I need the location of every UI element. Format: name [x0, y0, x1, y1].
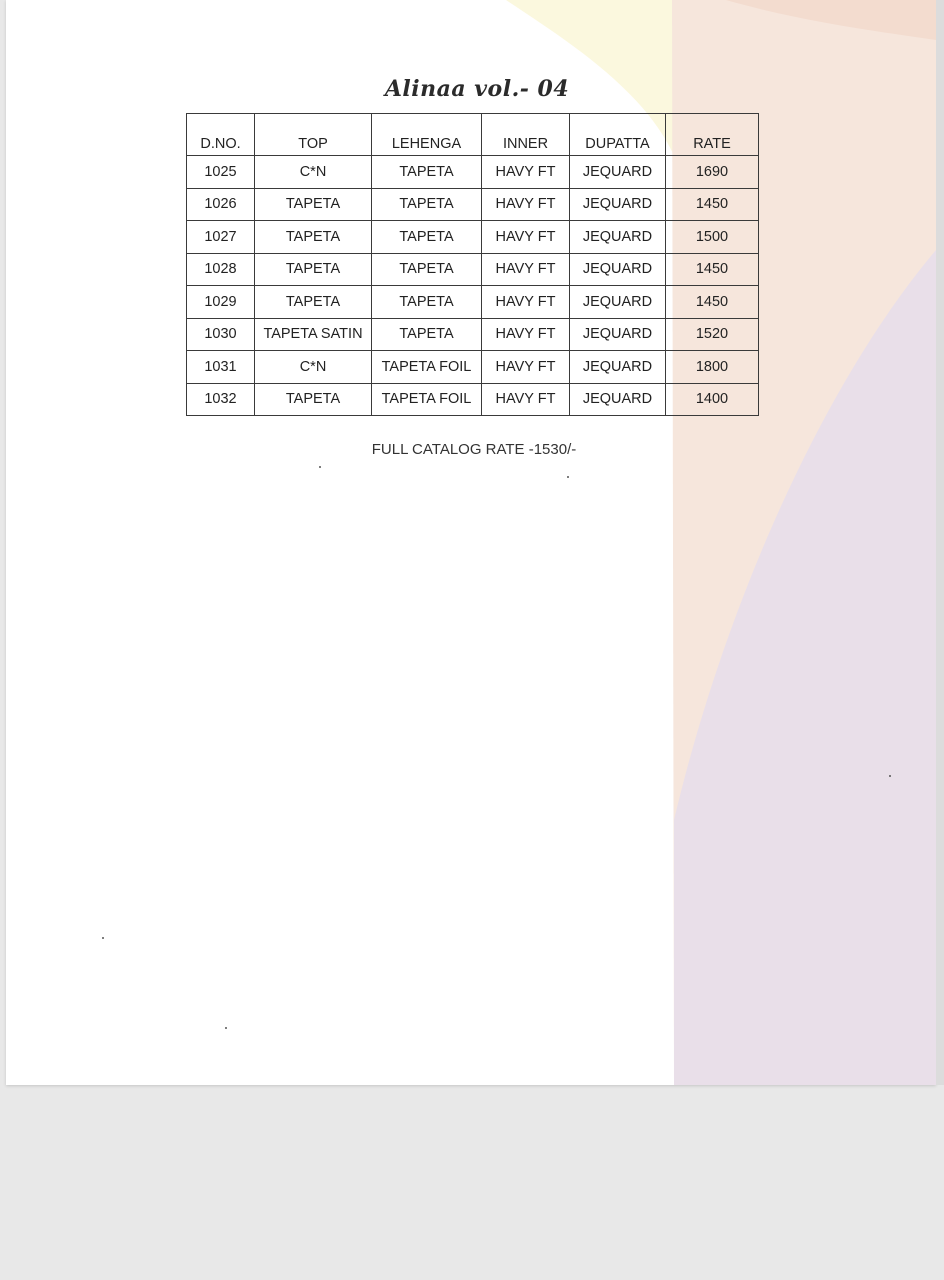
table-row [187, 351, 759, 384]
cell-inner: HAVY FT [482, 221, 570, 254]
cell-top: TAPETA [255, 253, 372, 286]
table-row [187, 221, 759, 254]
cell-dno: 1032 [187, 383, 255, 416]
paper-speck [567, 476, 569, 478]
cell-lehenga: TAPETA [372, 156, 482, 189]
cell-dupatta: JEQUARD [570, 253, 666, 286]
cell-inner: HAVY FT [482, 188, 570, 221]
cell-rate: 1450 [666, 253, 759, 286]
cell-inner: HAVY FT [482, 253, 570, 286]
table-row [187, 156, 759, 189]
cell-top: TAPETA [255, 188, 372, 221]
paper-speck [225, 1027, 227, 1029]
table-row [187, 253, 759, 286]
table-row [187, 188, 759, 221]
cell-lehenga: TAPETA [372, 188, 482, 221]
cell-lehenga: TAPETA [372, 253, 482, 286]
table-header-row [187, 114, 759, 156]
cell-dupatta: JEQUARD [570, 156, 666, 189]
cell-lehenga: TAPETA FOIL [372, 383, 482, 416]
cell-dupatta: JEQUARD [570, 383, 666, 416]
cell-dno: 1026 [187, 188, 255, 221]
cell-dupatta: JEQUARD [570, 188, 666, 221]
cell-inner: HAVY FT [482, 318, 570, 351]
cell-rate: 1690 [666, 156, 759, 189]
cell-dno: 1030 [187, 318, 255, 351]
header-inner: INNER [482, 114, 570, 156]
rate-table [186, 113, 759, 416]
cell-top: TAPETA [255, 221, 372, 254]
cell-lehenga: TAPETA [372, 221, 482, 254]
cell-dno: 1028 [187, 253, 255, 286]
cell-lehenga: TAPETA [372, 286, 482, 319]
cell-rate: 1450 [666, 188, 759, 221]
table-row [187, 286, 759, 319]
catalog-rate-note: FULL CATALOG RATE -1530/- [371, 441, 577, 458]
cell-dupatta: JEQUARD [570, 286, 666, 319]
cell-rate: 1500 [666, 221, 759, 254]
cell-dupatta: JEQUARD [570, 351, 666, 384]
cell-rate: 1800 [666, 351, 759, 384]
cell-rate: 1450 [666, 286, 759, 319]
header-top: TOP [255, 114, 372, 156]
cell-inner: HAVY FT [482, 156, 570, 189]
cell-rate: 1400 [666, 383, 759, 416]
paper-speck [319, 466, 321, 468]
cell-dno: 1029 [187, 286, 255, 319]
header-lehenga: LEHENGA [372, 114, 482, 156]
table-row [187, 383, 759, 416]
cell-dupatta: JEQUARD [570, 221, 666, 254]
paper-speck [889, 775, 891, 777]
cell-inner: HAVY FT [482, 383, 570, 416]
cell-top: TAPETA SATIN [255, 318, 372, 351]
cell-top: TAPETA [255, 286, 372, 319]
cell-inner: HAVY FT [482, 286, 570, 319]
cell-top: TAPETA [255, 383, 372, 416]
cell-top: C*N [255, 156, 372, 189]
cell-lehenga: TAPETA [372, 318, 482, 351]
cell-top: C*N [255, 351, 372, 384]
table-row [187, 318, 759, 351]
cell-dno: 1025 [187, 156, 255, 189]
paper-speck [102, 937, 104, 939]
page-edge-shadow [936, 0, 944, 1085]
cell-dno: 1031 [187, 351, 255, 384]
document-page [6, 0, 936, 1085]
cell-lehenga: TAPETA FOIL [372, 351, 482, 384]
header-dupatta: DUPATTA [570, 114, 666, 156]
cell-dupatta: JEQUARD [570, 318, 666, 351]
header-rate: RATE [666, 114, 759, 156]
cell-rate: 1520 [666, 318, 759, 351]
cell-dno: 1027 [187, 221, 255, 254]
document-title: Alinaa vol.- 04 [384, 76, 570, 102]
cell-inner: HAVY FT [482, 351, 570, 384]
header-dno: D.NO. [187, 114, 255, 156]
